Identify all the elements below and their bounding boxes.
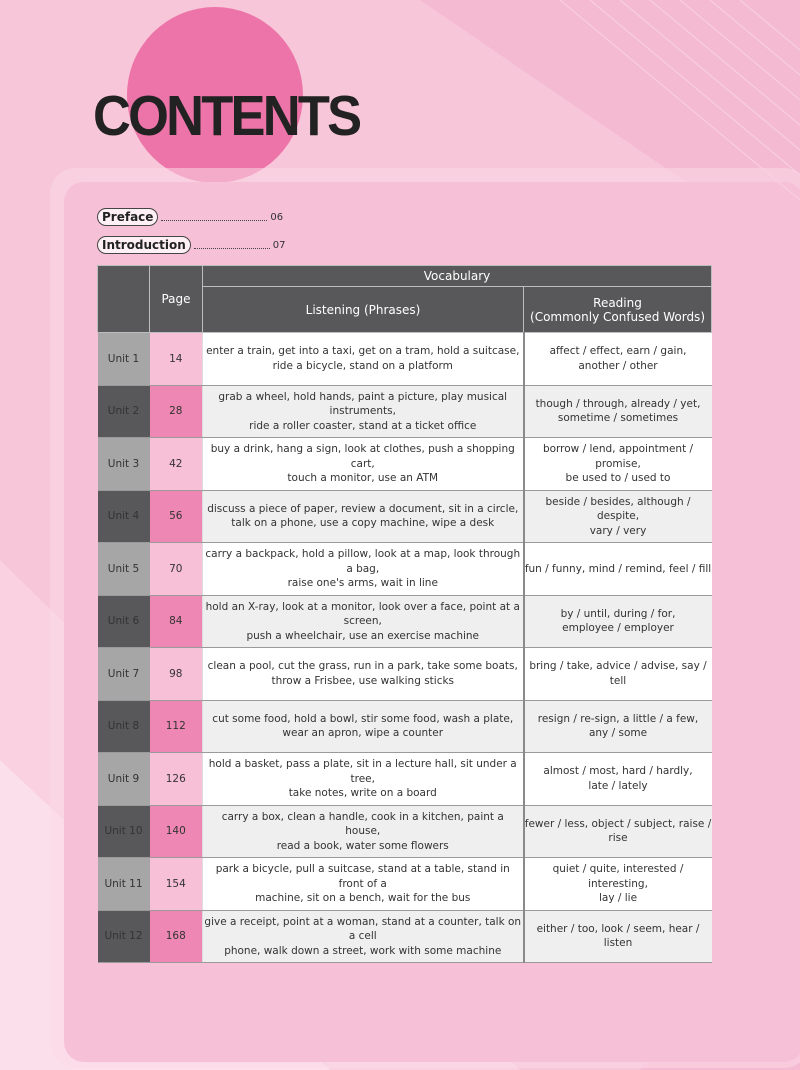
- toc-label: Preface: [97, 208, 158, 226]
- unit-label: Unit 4: [98, 490, 150, 543]
- listening-line: push a wheelchair, use an exercise machine: [246, 629, 480, 642]
- listening-phrases: [203, 543, 524, 596]
- unit-label: Unit 8: [98, 700, 150, 753]
- reading-line: be used to / used to: [565, 472, 671, 484]
- unit-label: Unit 5: [98, 543, 150, 596]
- table-row[interactable]: [98, 595, 712, 648]
- page-number: 140: [150, 805, 203, 858]
- unit-label: Unit 10: [98, 805, 150, 858]
- reading-line: vary / very: [589, 524, 647, 537]
- reading-line: employee / employer: [562, 622, 674, 635]
- unit-label: Unit 6: [98, 595, 150, 648]
- reading-line: sometime / sometimes: [557, 412, 679, 425]
- reading-line: though / through, already / yet,: [535, 397, 701, 410]
- page-number: 98: [150, 648, 203, 701]
- reading-words: [524, 385, 712, 438]
- reading-line: another / other: [578, 359, 658, 372]
- listening-phrases: [203, 333, 524, 386]
- reading-words: [524, 648, 712, 701]
- listening-phrases: [203, 805, 524, 858]
- listening-line: clean a pool, cut the grass, run in a park, take some boats,: [207, 660, 518, 673]
- reading-line: late / lately: [588, 779, 648, 792]
- unit-label: Unit 12: [98, 910, 150, 963]
- toc-item-preface[interactable]: [97, 208, 283, 226]
- page-number: 28: [150, 385, 203, 438]
- table-row[interactable]: [98, 490, 712, 543]
- reading-header-line2: (Commonly Confused Words): [530, 309, 705, 324]
- leader-dots: [194, 248, 270, 249]
- table-row[interactable]: [98, 438, 712, 491]
- table-row[interactable]: [98, 385, 712, 438]
- reading-words: [524, 753, 712, 806]
- unit-label: Unit 9: [98, 753, 150, 806]
- reading-line: fewer / less, object / subject, raise / rise: [524, 817, 712, 845]
- reading-words: [524, 490, 712, 543]
- page-number: 56: [150, 490, 203, 543]
- listening-line: talk on a phone, use a copy machine, wipe a desk: [231, 517, 495, 530]
- table-row[interactable]: [98, 333, 712, 386]
- reading-line: beside / besides, although / despite,: [545, 495, 691, 522]
- listening-phrases: [203, 385, 524, 438]
- unit-label: Unit 7: [98, 648, 150, 701]
- reading-line: quiet / quite, interested / interesting,: [552, 863, 684, 890]
- listening-line: ride a bicycle, stand on a platform: [272, 359, 453, 372]
- listening-phrases: [203, 648, 524, 701]
- page-number: 70: [150, 543, 203, 596]
- reading-line: either / too, look / seem, hear / listen: [536, 922, 700, 950]
- listening-line: discuss a piece of paper, review a document, sit in a circle,: [207, 502, 519, 515]
- listening-phrases: [203, 438, 524, 491]
- listening-line: carry a box, clean a handle, cook in a kitchen, paint a house,: [221, 810, 504, 837]
- listening-line: raise one's arms, wait in line: [287, 577, 438, 589]
- reading-line: any / some: [588, 727, 648, 740]
- table-row[interactable]: [98, 648, 712, 701]
- toc-label: Introduction: [97, 236, 191, 254]
- reading-words: [524, 333, 712, 386]
- reading-words: [524, 805, 712, 858]
- unit-label: Unit 11: [98, 858, 150, 911]
- reading-line: fun / funny, mind / remind, feel / fill: [524, 562, 712, 575]
- page-header: Page: [150, 266, 203, 333]
- listening-line: wear an apron, wipe a counter: [282, 727, 444, 740]
- contents-table-body: [98, 333, 712, 963]
- reading-header: [524, 287, 712, 333]
- page-number: 126: [150, 753, 203, 806]
- reading-line: bring / take, advice / advise, say / tell: [529, 660, 707, 687]
- toc-page: 07: [272, 239, 286, 251]
- unit-label: Unit 2: [98, 385, 150, 438]
- listening-line: hold a basket, pass a plate, sit in a lecture hall, sit under a tree,: [208, 758, 517, 785]
- unit-label: Unit 3: [98, 438, 150, 491]
- listening-line: park a bicycle, pull a suitcase, stand at a table, stand in front of a: [215, 863, 510, 890]
- table-row[interactable]: [98, 805, 712, 858]
- reading-line: almost / most, hard / hardly,: [543, 765, 693, 778]
- leader-dots: [161, 220, 267, 221]
- toc-item-introduction[interactable]: [97, 236, 286, 254]
- page-number: 168: [150, 910, 203, 963]
- listening-line: hold an X-ray, look at a monitor, look over a face, point at a screen,: [205, 600, 520, 627]
- listening-line: read a book, water some flowers: [276, 839, 449, 852]
- page-number: 84: [150, 595, 203, 648]
- contents-table: [97, 265, 712, 963]
- page-number: 112: [150, 700, 203, 753]
- listening-line: take notes, write on a board: [288, 787, 437, 799]
- reading-words: [524, 858, 712, 911]
- listening-phrases: [203, 595, 524, 648]
- page-number: 154: [150, 858, 203, 911]
- reading-words: [524, 543, 712, 596]
- listening-line: cut some food, hold a bowl, stir some food, wash a plate,: [212, 712, 514, 725]
- reading-words: [524, 700, 712, 753]
- vocabulary-header: Vocabulary: [203, 266, 712, 287]
- listening-line: machine, sit on a bench, wait for the bus: [255, 892, 471, 904]
- listening-phrases: [203, 700, 524, 753]
- listening-line: touch a monitor, use an ATM: [287, 472, 439, 484]
- page-title: CONTENTS: [93, 84, 360, 148]
- reading-line: resign / re-sign, a little / a few,: [537, 712, 699, 725]
- listening-line: give a receipt, point at a woman, stand at a counter, talk on a cell: [204, 915, 522, 942]
- unit-header: [98, 266, 150, 333]
- table-row[interactable]: [98, 910, 712, 963]
- page-number: 42: [150, 438, 203, 491]
- listening-phrases: [203, 910, 524, 963]
- table-row[interactable]: [98, 753, 712, 806]
- reading-words: [524, 438, 712, 491]
- listening-phrases: [203, 753, 524, 806]
- toc-page: 06: [270, 211, 284, 223]
- listening-line: enter a train, get into a taxi, get on a tram, hold a suitcase,: [206, 345, 520, 358]
- listening-line: ride a roller coaster, stand at a ticket office: [249, 419, 477, 432]
- table-row[interactable]: [98, 700, 712, 753]
- listening-line: phone, walk down a street, work with some machine: [224, 944, 502, 957]
- reading-words: [524, 595, 712, 648]
- listening-phrases: [203, 858, 524, 911]
- listening-line: grab a wheel, hold hands, paint a picture, play musical instruments,: [218, 390, 508, 417]
- unit-label: Unit 1: [98, 333, 150, 386]
- listening-line: buy a drink, hang a sign, look at clothes, push a shopping cart,: [210, 443, 515, 470]
- reading-line: lay / lie: [598, 892, 638, 904]
- reading-line: by / until, during / for,: [560, 607, 676, 620]
- listening-line: carry a backpack, hold a pillow, look at a map, look through a bag,: [205, 548, 521, 575]
- listening-header: Listening (Phrases): [203, 287, 524, 333]
- reading-header-line1: Reading: [593, 295, 642, 310]
- reading-words: [524, 910, 712, 963]
- table-row[interactable]: [98, 543, 712, 596]
- table-row[interactable]: [98, 858, 712, 911]
- listening-phrases: [203, 490, 524, 543]
- listening-line: throw a Frisbee, use walking sticks: [271, 674, 455, 687]
- page-number: 14: [150, 333, 203, 386]
- reading-line: borrow / lend, appointment / promise,: [542, 443, 694, 470]
- reading-line: affect / effect, earn / gain,: [549, 345, 687, 358]
